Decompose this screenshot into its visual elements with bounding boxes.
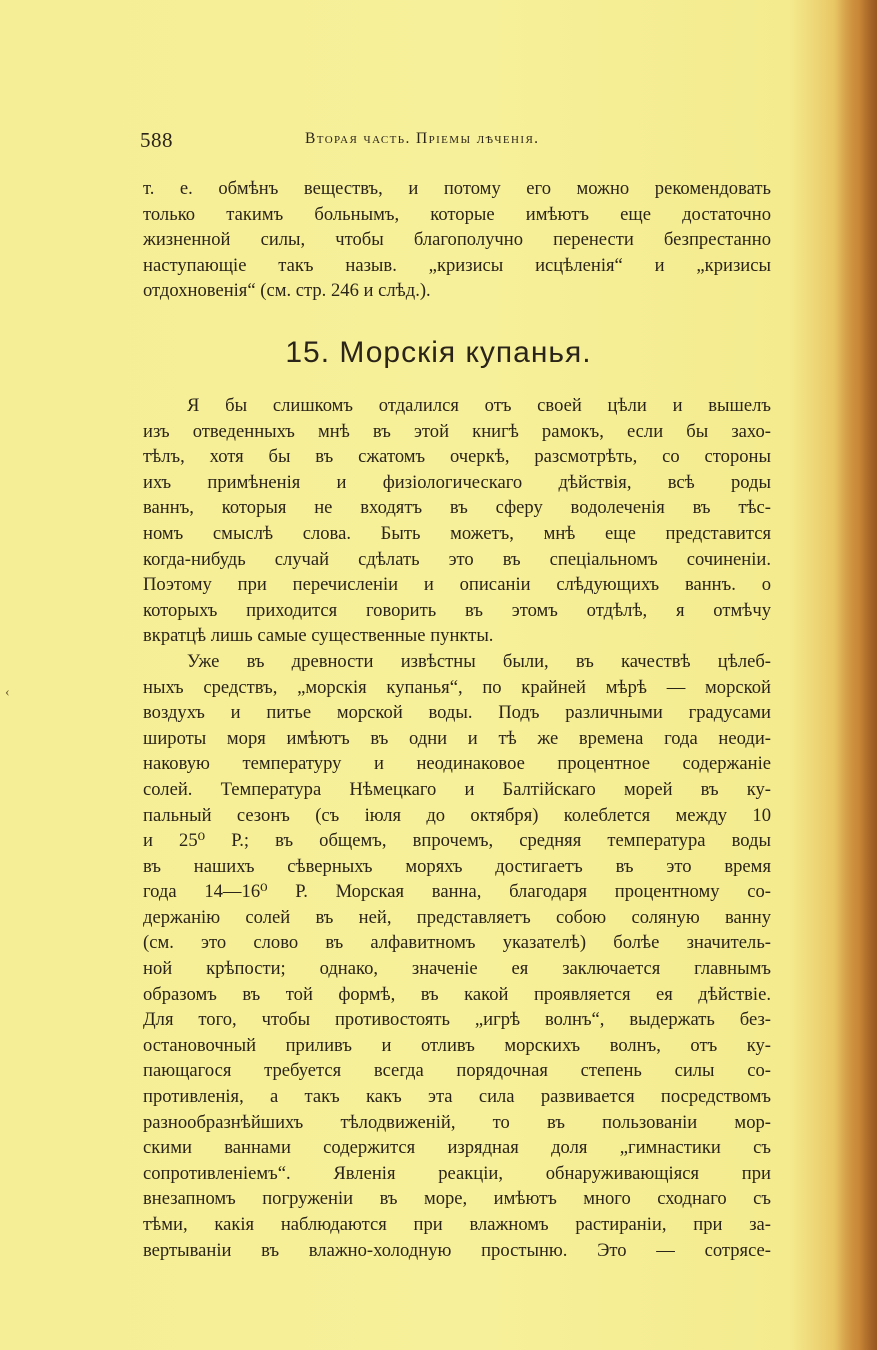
page-number: 588 <box>140 128 173 152</box>
text-line: разнообразнѣйшихъ тѣлодвиженій, то въ пользованіи мор- <box>143 1111 771 1133</box>
page-edge-shadow <box>837 0 877 1350</box>
text-line: вкратцѣ лишь самые существенные пункты. <box>143 625 494 647</box>
text-line: вертываніи въ влажно-холодную простыню. Это — сотрясе- <box>143 1239 771 1261</box>
text-line: ныхъ средствъ, „морскія купанья“, по крайней мѣрѣ — морской <box>143 676 771 698</box>
text-line: остановочный приливъ и отливъ морскихъ волнъ, отъ ку- <box>143 1034 771 1056</box>
text-line: и 25⁰ Р.; въ общемъ, впрочемъ, средняя температура воды <box>143 830 771 852</box>
text-line: широты моря имѣютъ въ одни и тѣ же времена года неоди- <box>143 727 771 749</box>
text-line: номъ смыслѣ слова. Быть можетъ, мнѣ еще представится <box>143 522 771 544</box>
text-line: которыхъ приходится говорить въ этомъ отдѣлѣ, я отмѣчу <box>143 599 771 621</box>
running-title: Вторая часть. Пріемы лѣченія. <box>305 130 540 147</box>
text-line: сопротивленіемъ“. Явленія реакціи, обнаруживающіяся при <box>143 1162 771 1184</box>
text-line: когда-нибудь случай сдѣлать это въ спеціальномъ сочиненіи. <box>143 548 771 570</box>
text-line: солей. Температура Нѣмецкаго и Балтійскаго морей въ ку- <box>143 778 771 800</box>
section-heading: 15. Морскія купанья. <box>285 336 592 369</box>
text-line: скими ваннами содержится изрядная доля „гимнастики съ <box>143 1137 771 1159</box>
text-line: (см. это слово въ алфавитномъ указателѣ) болѣе значитель- <box>143 932 771 954</box>
text-line: отдохновенія“ (см. стр. 246 и слѣд.). <box>143 280 431 302</box>
text-line: Поэтому при перечисленіи и описаніи слѣдующихъ ваннъ. о <box>143 574 771 596</box>
text-line: жизненной силы, чтобы благополучно перенести безпрестанно <box>143 229 771 251</box>
text-line: наковую температуру и неодинаковое процентное содержаніе <box>143 753 771 775</box>
text-line: пающагося требуется всегда порядочная степень силы со- <box>143 1060 771 1082</box>
text-line: воздухъ и питье морской воды. Подъ различными градусами <box>143 702 771 724</box>
text-line: противленія, а такъ какъ эта сила развивается посредствомъ <box>143 1086 771 1108</box>
text-line: ваннъ, которыя не входятъ въ сферу водолеченія въ тѣс- <box>143 497 771 519</box>
text-line: держанію солей въ ней, представляетъ собою соляную ванну <box>143 906 771 928</box>
text-line: тѣлъ, хотя бы въ сжатомъ очеркѣ, разсмотрѣть, со стороны <box>143 446 771 468</box>
text-line: ихъ примѣненія и физіологическаго дѣйствія, всѣ роды <box>143 471 771 493</box>
text-line: пальный сезонъ (съ іюля до октября) колеблется между 10 <box>143 804 771 826</box>
text-line: образомъ въ той формѣ, въ какой проявляется ея дѣйствіе. <box>143 983 771 1005</box>
text-line: Уже въ древности извѣстны были, въ качествѣ цѣлеб- <box>187 650 771 672</box>
text-line: въ нашихъ сѣверныхъ моряхъ достигаетъ въ это время <box>143 855 771 877</box>
section-body <box>143 393 771 1263</box>
running-head <box>140 128 780 152</box>
text-line: года 14—16⁰ Р. Морская ванна, благодаря процентному со- <box>143 881 771 903</box>
text-line: Я бы слишкомъ отдалился отъ своей цѣли и вышелъ <box>187 395 771 416</box>
margin-mark: ‹ <box>5 685 10 700</box>
text-line: т. е. обмѣнъ веществъ, и потому его можно рекомендовать <box>143 178 771 199</box>
text-line: изъ отведенныхъ мнѣ въ этой книгѣ рамокъ, если бы захо- <box>143 420 771 442</box>
top-paragraph <box>143 176 771 304</box>
text-line: наступающіе такъ назыв. „кризисы исцѣленія“ и „кризисы <box>143 254 771 276</box>
text-line: внезапномъ погруженіи въ море, имѣютъ много сходнаго съ <box>143 1188 771 1210</box>
text-line: Для того, чтобы противостоять „игрѣ волнъ“, выдержать без- <box>143 1009 771 1031</box>
text-line: тѣми, какія наблюдаются при влажномъ растираніи, при за- <box>143 1214 771 1235</box>
text-line: ной крѣпости; однако, значеніе ея заключается главнымъ <box>143 958 771 980</box>
text-line: только такимъ больнымъ, которые имѣютъ еще достаточно <box>143 203 771 225</box>
